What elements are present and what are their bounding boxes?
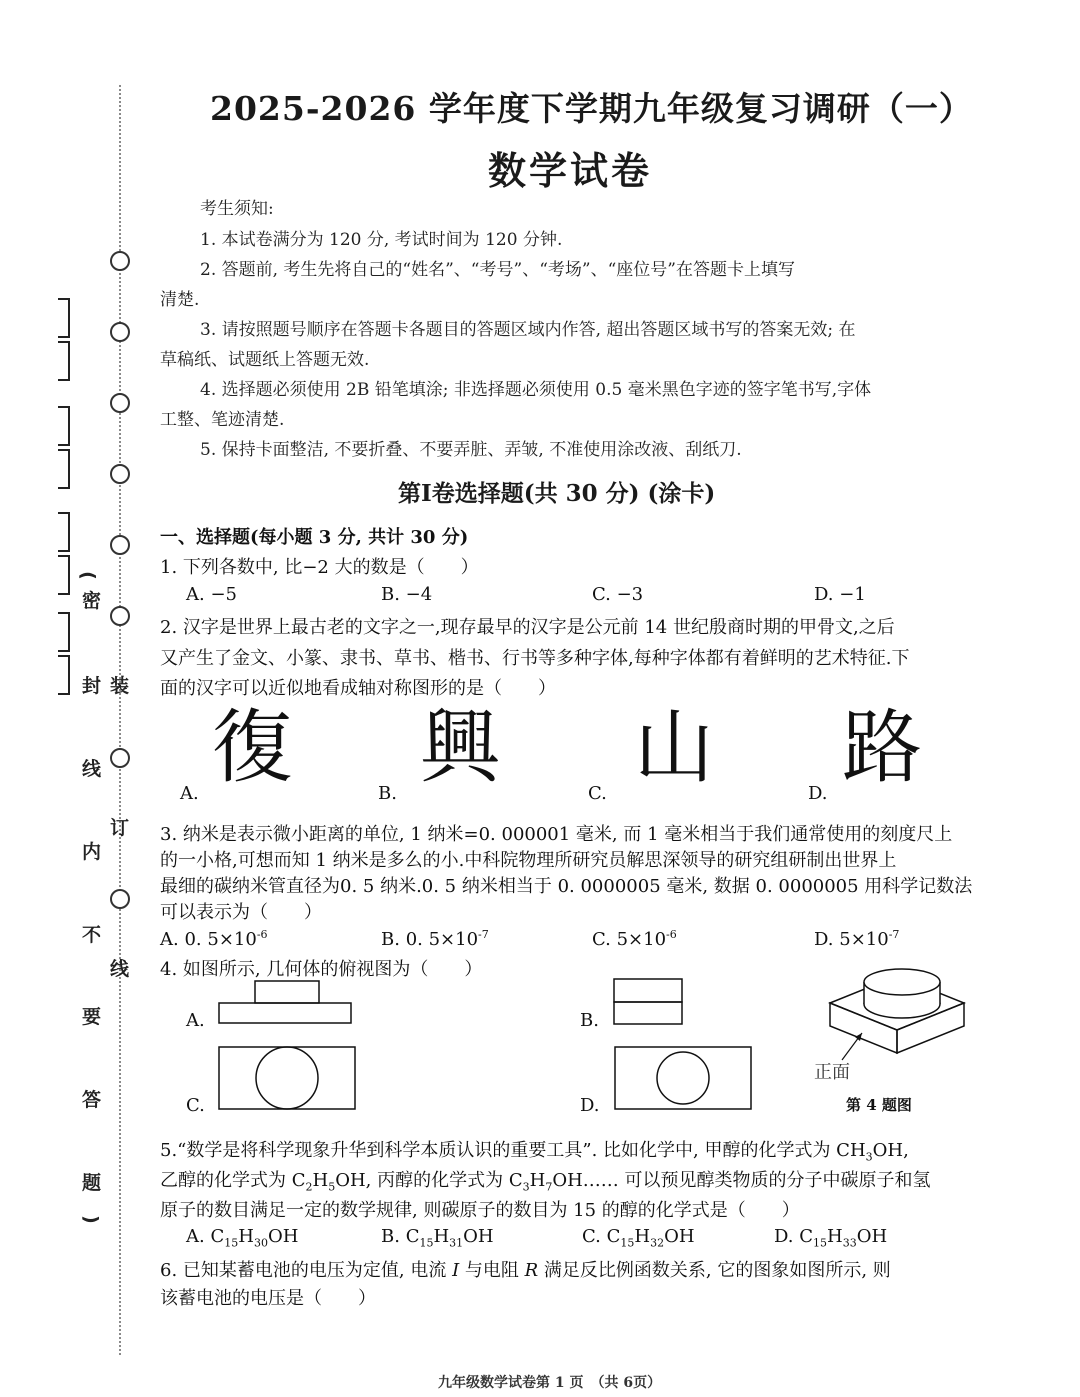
notice-line: 工整、笔迹清楚. [160,410,285,430]
q1-option-b: B. −4 [381,584,433,605]
binding-text: 内 [82,841,102,863]
binding-text: ( [76,571,99,580]
field-bracket [58,655,70,695]
q1-option-c: C. −3 [592,584,644,605]
q2-option-d-label: D. [808,783,828,804]
binding-hole [110,251,130,271]
q4-option-b-label: B. [580,1010,599,1031]
binding-text: 线 [110,958,130,980]
seal-glyph-a: 復 [212,701,292,794]
binding-hole [110,322,130,342]
binding-text: 要 [82,1006,102,1028]
binding-text: 题 [82,1172,102,1194]
notice-heading: 考生须知: [200,199,274,219]
q5-line: 原子的数目满足一定的数学规律, 则碳原子的数目为 15 的醇的化学式是（ ） [160,1200,800,1221]
field-bracket [58,612,70,652]
seal-glyph-c: 山 [634,701,714,794]
field-bracket [58,555,70,595]
notice-line: 2. 答题前, 考生先将自己的“姓名”、“考号”、“考场”、“座位号”在答题卡上填写 [200,260,795,280]
notice-line: 1. 本试卷满分为 120 分, 考试时间为 120 分钟. [200,230,563,250]
q4-option-a-figure [215,978,357,1028]
binding-hole [110,393,130,413]
notice-line: 4. 选择题必须使用 2B 铅笔填涂; 非选择题必须使用 0.5 毫米黑色字迹的签字笔书写,字体 [200,380,872,400]
q4-option-d-label: D. [580,1095,600,1116]
field-bracket [58,341,70,381]
field-bracket [58,512,70,552]
binding-text: 不 [82,924,102,946]
binding-hole [110,606,130,626]
seal-glyph-d: 路 [842,701,922,794]
q3-option-a: A. 0. $5\times 10^{-6}$ [160,928,268,950]
q6-line: 该蓄电池的电压是（ ） [160,1288,376,1309]
q4-option-b-figure [610,975,688,1029]
binding-hole [110,464,130,484]
q4-option-a-label: A. [186,1010,205,1031]
notice-line: 3. 请按照题号顺序在答题卡各题目的答题区域内作答, 超出答题区域书写的答案无效; 在 [200,320,856,340]
q2-option-a-label: A. [180,783,199,804]
q1-stem: 1. 下列各数中, 比−2 大的数是（ ） [160,557,479,578]
part-title: 一、选择题(每小题 3 分, 共计 30 分) [160,527,469,548]
q3-line: 的一小格,可想而知 1 纳米是多么的小.中科院物理所研究员解思深领导的研究组研制出世界上 [160,850,897,871]
q2-option-c-label: C. [588,783,607,804]
q2-option-b-label: B. [378,783,397,804]
q3-option-d: D. $5\times 10^{-7}$ [814,928,900,950]
binding-text: 装 [110,675,130,697]
q3-line: 3. 纳米是表示微小距离的单位, 1 纳米=0. 000001 毫米, 而 1 毫米相当于我们通常使用的刻度尺上 [160,824,953,845]
q5-option-b: B. $C_{15}H_{31}OH$ [381,1226,494,1250]
binding-dotted-line [119,85,121,1355]
q5-option-c: C. $C_{15}H_{32}OH$ [582,1226,695,1250]
q1-option-d: D. −1 [814,584,866,605]
exam-subtitle: 数学试卷 [488,148,653,193]
binding-text: 答 [82,1089,102,1111]
notice-line: 5. 保持卡面整洁, 不要折叠、不要弄脏、弄皱, 不准使用涂改液、刮纸刀. [200,440,742,460]
q4-solid-figure [822,968,972,1068]
binding-hole [110,535,130,555]
q2-line: 又产生了金文、小篆、隶书、草书、楷书、行书等多种字体,每种字体都有着鲜明的艺术特征.下 [160,648,910,669]
q3-line: 可以表示为（ ） [160,902,322,923]
binding-hole [110,748,130,768]
section-title: 第Ⅰ卷选择题(共 30 分) (涂卡) [398,480,716,507]
q4-stem: 4. 如图所示, 几何体的俯视图为（ ） [160,959,483,980]
q4-front-label: 正面 [814,1062,850,1083]
binding-hole [110,889,130,909]
binding-text: ) [79,1215,102,1224]
q5-line: 乙醇的化学式为 $C_2H_5OH$, 丙醇的化学式为 $C_3H_7OH\dots\dots$ 可以预见醇类物质的分子中碳原子和氢 [160,1170,931,1194]
q4-option-c-figure [215,1043,360,1113]
q3-option-b: B. 0. $5\times 10^{-7}$ [381,928,489,950]
q3-line: 最细的碳纳米管直径为0. 5 纳米.0. 5 纳米相当于 0. 0000005 毫米, 数据 0. 0000005 用科学记数法 [160,876,973,897]
seal-glyph-b: 興 [420,701,500,794]
q3-option-c: C. $5\times 10^{-6}$ [592,928,677,950]
binding-text: 封 [82,675,102,697]
page-footer: 九年级数学试卷第 1 页 （共 6页） [438,1375,662,1391]
field-bracket [58,449,70,489]
q2-line: 2. 汉字是世界上最古老的文字之一,现存最早的汉字是公元前 14 世纪殷商时期的甲骨文,之后 [160,617,895,638]
q5-option-d: D. $C_{15}H_{33}OH$ [774,1226,888,1250]
q4-option-d-figure [611,1043,756,1113]
q4-figure-caption: 第 4 题图 [846,1096,912,1114]
q2-line: 面的汉字可以近似地看成轴对称图形的是（ ） [160,678,556,699]
notice-line: 清楚. [160,290,200,310]
binding-text: 线 [82,758,102,780]
q5-line: 5.“数学是将科学现象升华到科学本质认识的重要工具”. 比如化学中, 甲醇的化学式为 $CH_3OH$, [160,1140,909,1164]
q4-option-c-label: C. [186,1095,205,1116]
q5-option-a: A. $C_{15}H_{30}OH$ [186,1226,299,1250]
binding-text: 订 [110,817,130,839]
binding-text: 密 [82,590,102,612]
field-bracket [58,298,70,338]
exam-title: 2025-2026 学年度下学期九年级复习调研（一） [210,89,973,128]
q6-line: 6. 已知某蓄电池的电压为定值, 电流 I 与电阻 R 满足反比例函数关系, 它的图象如图所示, 则 [160,1260,891,1281]
notice-line: 草稿纸、试题纸上答题无效. [160,350,370,370]
q1-option-a: A. −5 [186,584,237,605]
field-bracket [58,406,70,446]
